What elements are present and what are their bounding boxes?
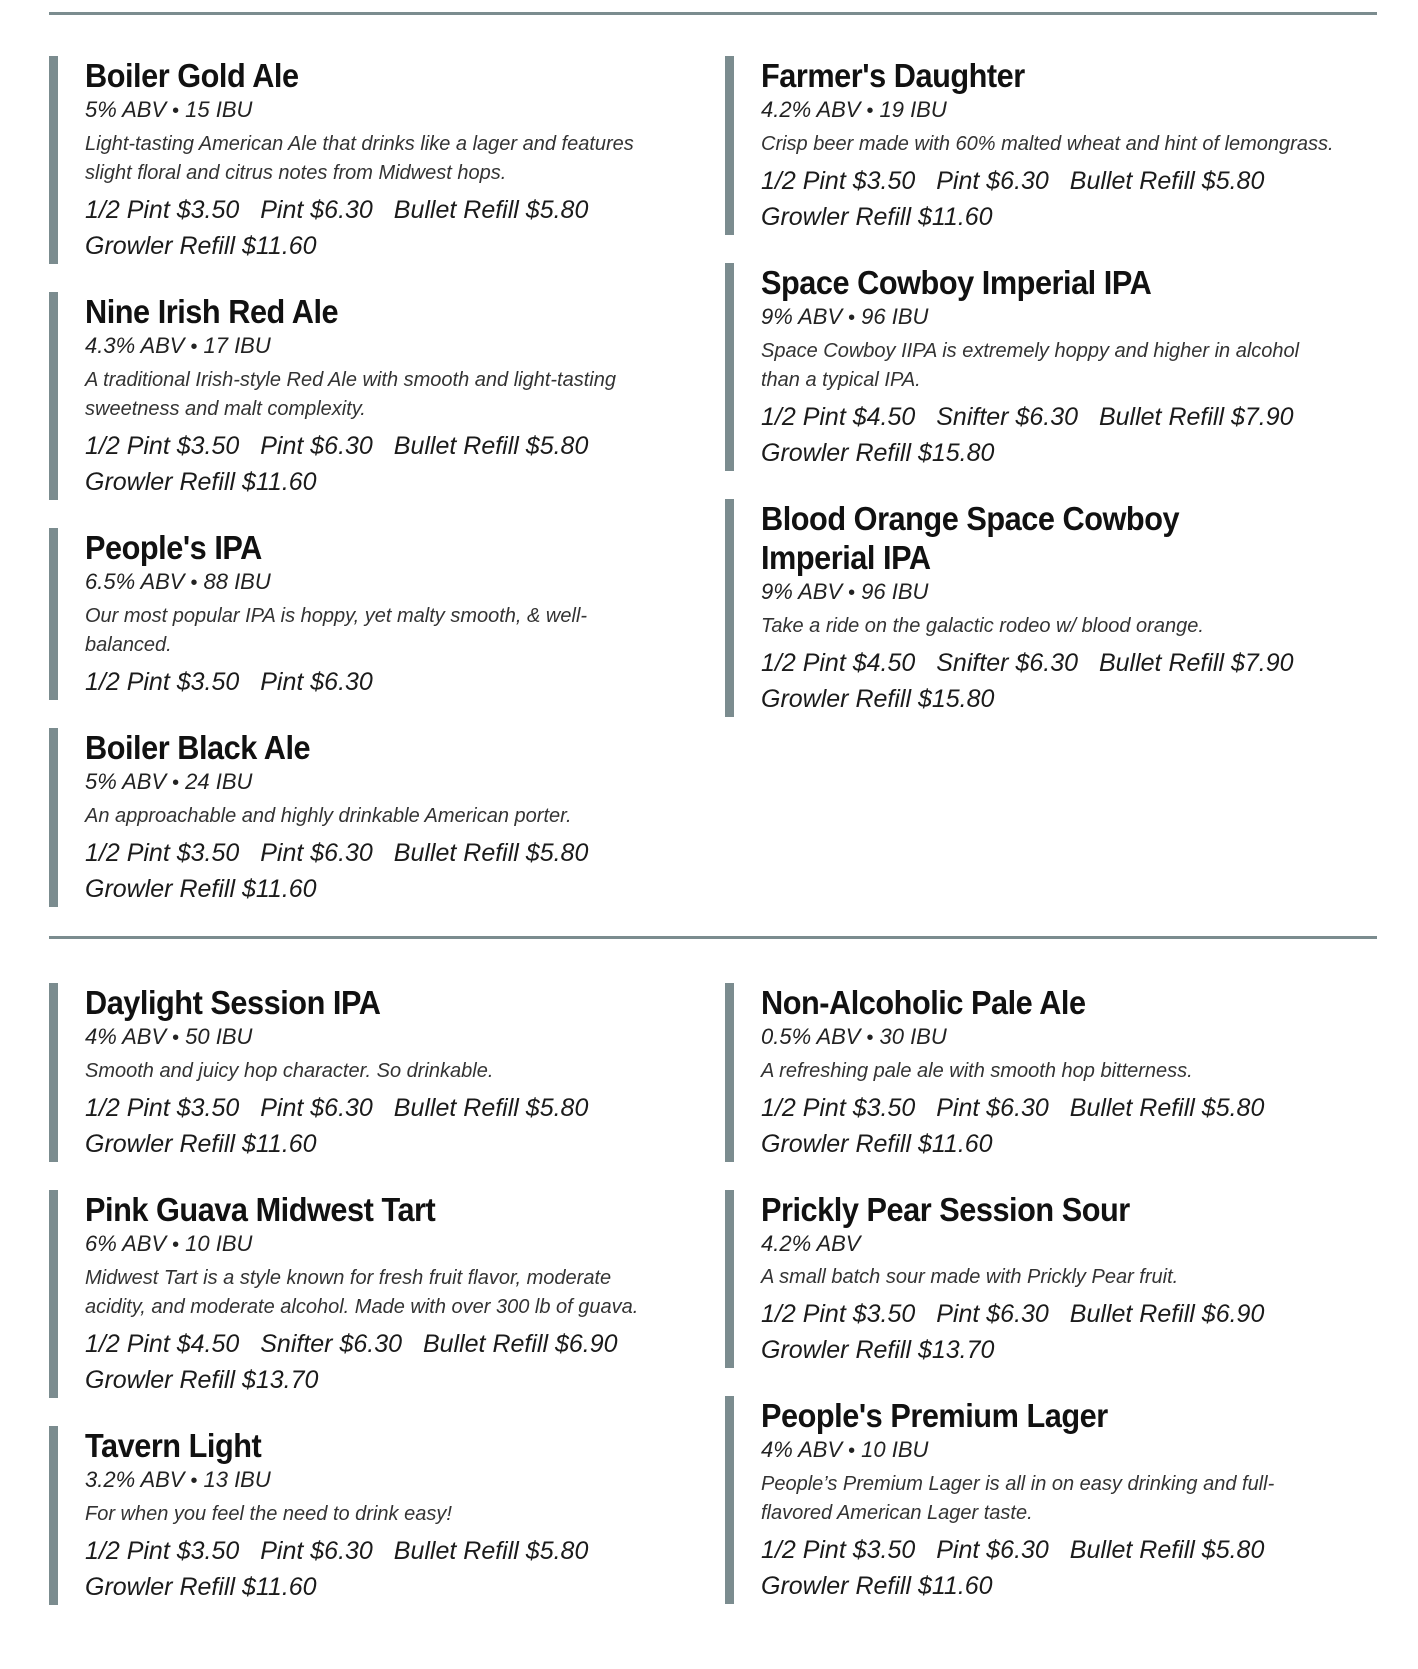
beer-name: Tavern Light	[85, 1427, 262, 1464]
beer-name: Daylight Session IPA	[85, 984, 381, 1021]
price-option: 1/2 Pint $4.50	[761, 649, 916, 677]
price-option: 1/2 Pint $3.50	[85, 839, 240, 867]
beer-stats	[85, 331, 659, 362]
beer-name: Farmer's Daughter	[761, 57, 1025, 94]
beer-item-prickly-pear-session-sour	[725, 1190, 1335, 1368]
beer-stats	[761, 302, 1335, 333]
beer-name: Space Cowboy Imperial IPA	[761, 264, 1152, 301]
price-option: Snifter $6.30	[936, 649, 1079, 677]
beer-name: People's IPA	[85, 529, 262, 566]
beer-item-nine-irish-red-ale	[49, 292, 659, 500]
price-list	[85, 1090, 659, 1162]
ibu-value: 30 IBU	[879, 1024, 947, 1049]
section-divider-middle	[49, 936, 1377, 939]
price-option: Bullet Refill $5.80	[393, 1537, 589, 1565]
beer-name: Pink Guava Midwest Tart	[85, 1191, 436, 1228]
price-option: Growler Refill $11.60	[761, 1130, 993, 1158]
beer-name: Prickly Pear Session Sour	[761, 1191, 1130, 1228]
price-option: Pint $6.30	[936, 167, 1049, 195]
bullet-separator: •	[172, 100, 180, 122]
price-option: Pint $6.30	[260, 839, 373, 867]
abv-value: 3.2% ABV	[85, 1467, 185, 1492]
price-option: Snifter $6.30	[936, 403, 1079, 431]
ibu-value: 24 IBU	[185, 769, 253, 794]
beer-stats	[85, 767, 659, 798]
abv-value: 5% ABV	[85, 97, 167, 122]
beer-stats	[761, 95, 1335, 126]
beer-name: Boiler Black Ale	[85, 729, 311, 766]
beer-item-people-s-premium-lager	[725, 1396, 1335, 1604]
price-option: Growler Refill $11.60	[85, 875, 317, 903]
price-list	[761, 645, 1335, 717]
beer-item-people-s-ipa	[49, 528, 659, 700]
price-option: Growler Refill $15.80	[761, 439, 995, 467]
abv-value: 4.2% ABV	[761, 1231, 861, 1256]
beer-description: Our most popular IPA is hoppy, yet malty smooth, & well-balanced.	[85, 605, 588, 656]
beer-stats	[761, 1435, 1335, 1466]
beer-description: Crisp beer made with 60% malted wheat and hint of lemongrass.	[761, 133, 1334, 155]
price-option: Bullet Refill $5.80	[393, 432, 589, 460]
bullet-separator: •	[866, 1027, 874, 1049]
abv-value: 6% ABV	[85, 1231, 167, 1256]
price-list	[761, 1296, 1335, 1368]
beer-description: Take a ride on the galactic rodeo w/ blood orange.	[761, 615, 1204, 637]
price-option: Bullet Refill $7.90	[1098, 649, 1294, 677]
beer-description: An approachable and highly drinkable American porter.	[85, 805, 572, 827]
price-option: 1/2 Pint $4.50	[761, 403, 916, 431]
menu-column-right	[725, 56, 1335, 745]
ibu-value: 19 IBU	[879, 97, 947, 122]
beer-description: Smooth and juicy hop character. So drinkable.	[85, 1060, 494, 1082]
price-option: Growler Refill $13.70	[761, 1336, 995, 1364]
price-option: 1/2 Pint $3.50	[761, 1094, 916, 1122]
price-option: 1/2 Pint $3.50	[761, 1536, 916, 1564]
price-option: Bullet Refill $5.80	[393, 196, 589, 224]
price-option: Bullet Refill $5.80	[393, 1094, 589, 1122]
beer-item-boiler-black-ale	[49, 728, 659, 907]
bullet-separator: •	[848, 1440, 856, 1462]
price-option: Growler Refill $11.60	[85, 1573, 317, 1601]
ibu-value: 50 IBU	[185, 1024, 253, 1049]
bullet-separator: •	[848, 307, 856, 329]
menu-column-left	[49, 56, 659, 935]
price-list	[761, 163, 1335, 235]
ibu-value: 10 IBU	[861, 1437, 929, 1462]
price-option: Pint $6.30	[260, 668, 373, 696]
beer-item-farmer-s-daughter	[725, 56, 1335, 235]
abv-value: 4% ABV	[761, 1437, 843, 1462]
price-option: 1/2 Pint $3.50	[85, 668, 240, 696]
beer-name: Nine Irish Red Ale	[85, 293, 339, 330]
beer-name: Blood Orange Space Cowboy Imperial IPA	[761, 500, 1180, 576]
ibu-value: 88 IBU	[203, 569, 271, 594]
bullet-separator: •	[190, 1470, 198, 1492]
beer-stats	[761, 577, 1335, 608]
price-option: Growler Refill $13.70	[85, 1366, 319, 1394]
abv-value: 9% ABV	[761, 579, 843, 604]
price-option: 1/2 Pint $3.50	[85, 1094, 240, 1122]
beer-stats	[85, 1465, 659, 1496]
price-option: Bullet Refill $6.90	[422, 1330, 618, 1358]
beer-item-space-cowboy-imperial-ipa	[725, 263, 1335, 471]
price-option: Bullet Refill $5.80	[393, 839, 589, 867]
price-option: Pint $6.30	[936, 1536, 1049, 1564]
section-divider-top	[49, 12, 1377, 15]
price-option: Bullet Refill $5.80	[1069, 1094, 1265, 1122]
beer-name: Non-Alcoholic Pale Ale	[761, 984, 1086, 1021]
bullet-separator: •	[190, 572, 198, 594]
beer-description: Midwest Tart is a style known for fresh fruit flavor, moderate acidity, and moderate alcohol. Made with over 300 lb of guava.	[85, 1267, 639, 1318]
bullet-separator: •	[190, 336, 198, 358]
beer-description: For when you feel the need to drink easy!	[85, 1503, 452, 1525]
beer-stats	[761, 1229, 1335, 1259]
price-list	[761, 399, 1335, 471]
price-option: Bullet Refill $5.80	[1069, 167, 1265, 195]
ibu-value: 15 IBU	[185, 97, 253, 122]
price-list	[85, 835, 659, 907]
beer-description: People’s Premium Lager is all in on easy drinking and full-flavored American Lager taste.	[761, 1473, 1275, 1524]
abv-value: 5% ABV	[85, 769, 167, 794]
beer-item-non-alcoholic-pale-ale	[725, 983, 1335, 1162]
abv-value: 4.3% ABV	[85, 333, 185, 358]
menu-column-right	[725, 983, 1335, 1632]
price-list	[761, 1090, 1335, 1162]
beer-stats	[761, 1022, 1335, 1053]
abv-value: 4% ABV	[85, 1024, 167, 1049]
price-option: 1/2 Pint $3.50	[85, 196, 240, 224]
beer-item-daylight-session-ipa	[49, 983, 659, 1162]
abv-value: 0.5% ABV	[761, 1024, 861, 1049]
price-option: Snifter $6.30	[260, 1330, 403, 1358]
abv-value: 4.2% ABV	[761, 97, 861, 122]
beer-description: A small batch sour made with Prickly Pear fruit.	[761, 1266, 1179, 1288]
ibu-value: 96 IBU	[861, 304, 929, 329]
beer-item-tavern-light	[49, 1426, 659, 1605]
bullet-separator: •	[866, 100, 874, 122]
price-list	[85, 1533, 659, 1605]
beer-stats	[85, 95, 659, 126]
beer-description: A refreshing pale ale with smooth hop bitterness.	[761, 1060, 1193, 1082]
price-list	[85, 1326, 659, 1398]
price-option: 1/2 Pint $3.50	[85, 1537, 240, 1565]
price-list	[85, 428, 659, 500]
beer-item-pink-guava-midwest-tart	[49, 1190, 659, 1398]
price-option: Growler Refill $11.60	[85, 1130, 317, 1158]
beer-name: Boiler Gold Ale	[85, 57, 299, 94]
price-option: Pint $6.30	[936, 1094, 1049, 1122]
price-option: Growler Refill $11.60	[761, 203, 993, 231]
price-option: Pint $6.30	[260, 196, 373, 224]
beer-stats	[85, 567, 659, 598]
price-list	[85, 192, 659, 264]
menu-column-left	[49, 983, 659, 1633]
price-option: Growler Refill $11.60	[85, 232, 317, 260]
price-option: 1/2 Pint $4.50	[85, 1330, 240, 1358]
abv-value: 6.5% ABV	[85, 569, 185, 594]
ibu-value: 13 IBU	[203, 1467, 271, 1492]
price-option: Pint $6.30	[936, 1300, 1049, 1328]
beer-stats	[85, 1022, 659, 1053]
price-option: Bullet Refill $7.90	[1098, 403, 1294, 431]
price-option: Growler Refill $15.80	[761, 685, 995, 713]
price-option: Pint $6.30	[260, 1537, 373, 1565]
beer-item-boiler-gold-ale	[49, 56, 659, 264]
beer-name: People's Premium Lager	[761, 1397, 1108, 1434]
beer-description: Light-tasting American Ale that drinks like a lager and features slight floral and citrus notes from Midwest hops.	[85, 133, 634, 184]
beer-stats	[85, 1229, 659, 1260]
beer-description: Space Cowboy IIPA is extremely hoppy and higher in alcohol than a typical IPA.	[761, 340, 1300, 391]
bullet-separator: •	[848, 582, 856, 604]
price-option: Bullet Refill $6.90	[1069, 1300, 1265, 1328]
price-option: Growler Refill $11.60	[85, 468, 317, 496]
beer-item-blood-orange-space-cowboy-imperial-ipa	[725, 499, 1335, 717]
price-option: Pint $6.30	[260, 432, 373, 460]
ibu-value: 96 IBU	[861, 579, 929, 604]
bullet-separator: •	[172, 1027, 180, 1049]
ibu-value: 17 IBU	[203, 333, 271, 358]
ibu-value: 10 IBU	[185, 1231, 253, 1256]
bullet-separator: •	[172, 772, 180, 794]
price-option: 1/2 Pint $3.50	[761, 1300, 916, 1328]
price-option: 1/2 Pint $3.50	[761, 167, 916, 195]
price-option: Pint $6.30	[260, 1094, 373, 1122]
bullet-separator: •	[172, 1234, 180, 1256]
abv-value: 9% ABV	[761, 304, 843, 329]
price-option: 1/2 Pint $3.50	[85, 432, 240, 460]
beer-description: A traditional Irish-style Red Ale with smooth and light-tasting sweetness and malt complexity.	[85, 369, 616, 420]
price-list	[85, 664, 659, 700]
price-option: Growler Refill $11.60	[761, 1572, 993, 1600]
price-option: Bullet Refill $5.80	[1069, 1536, 1265, 1564]
price-list	[761, 1532, 1335, 1604]
